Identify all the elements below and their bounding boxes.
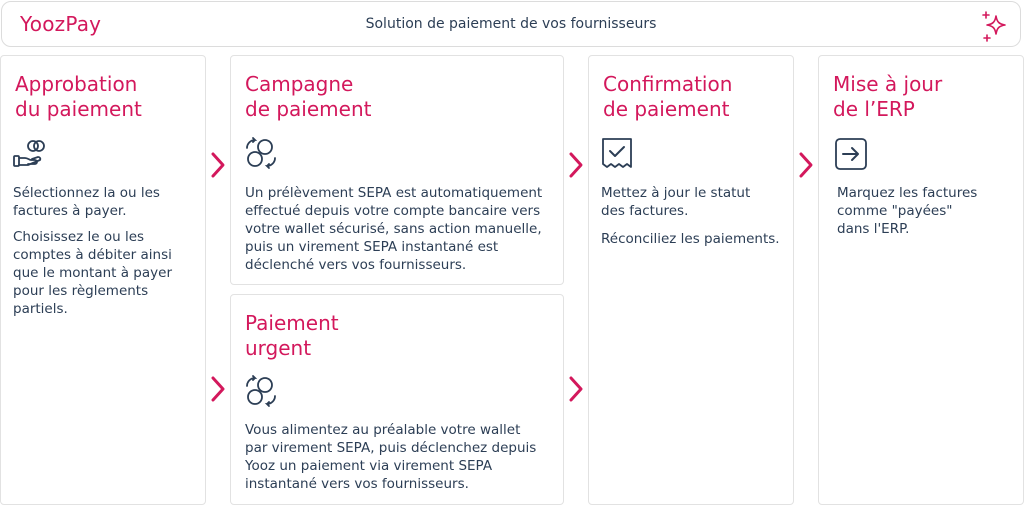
arrow-box-icon [833,136,869,172]
exchange-icon [243,136,279,172]
header-bar [1,1,1021,47]
card-payment-confirmation [588,55,794,505]
header-tagline: Solution de paiement de vos fournisseurs [365,16,657,32]
sparkle-icon [980,10,1014,44]
card-payment-approval [0,55,206,505]
chevron-right-icon [209,150,227,180]
card-title: Mise à jour de l’ERP [833,72,943,121]
chevron-right-icon [797,150,815,180]
card-description: Un prélèvement SEPA est automatiquement effectué depuis votre compte bancaire vers votre wallet sécurisé, sans action manuelle, puis un virement SEPA instantané est déclenché vers vos fournisseurs. [245,185,543,273]
card-title: Confirmation de paiement [603,72,733,121]
card-description: Vous alimentez au préalable votre wallet par virement SEPA, puis déclenchez depuis Yooz un paiement via virement SEPA instantané vers vos fournisseurs. [245,422,537,492]
card-title: Paiement urgent [245,311,339,360]
chevron-right-icon [567,374,585,404]
brand-logo: YoozPay [20,12,102,36]
card-payment-campaign [230,55,564,285]
chevron-right-icon [567,150,585,180]
card-description-secondary: Choisissez le ou les comptes à débiter ainsi que le montant à payer pour les règlements partiels. [13,229,172,317]
card-erp-update [818,55,1024,505]
card-description: Sélectionnez la ou les factures à payer. [13,185,160,219]
chevron-right-icon [209,374,227,404]
card-description-secondary: Réconciliez les paiements. [601,231,780,247]
card-description: Marquez les factures comme "payées" dans l'ERP. [837,185,978,237]
card-title: Approbation du paiement [15,72,142,121]
hand-coins-icon [11,136,47,172]
receipt-check-icon [599,136,635,172]
card-description: Mettez à jour le statut des factures. [601,185,751,219]
card-title: Campagne de paiement [245,72,372,121]
card-urgent-payment [230,294,564,505]
exchange-icon [243,374,279,410]
